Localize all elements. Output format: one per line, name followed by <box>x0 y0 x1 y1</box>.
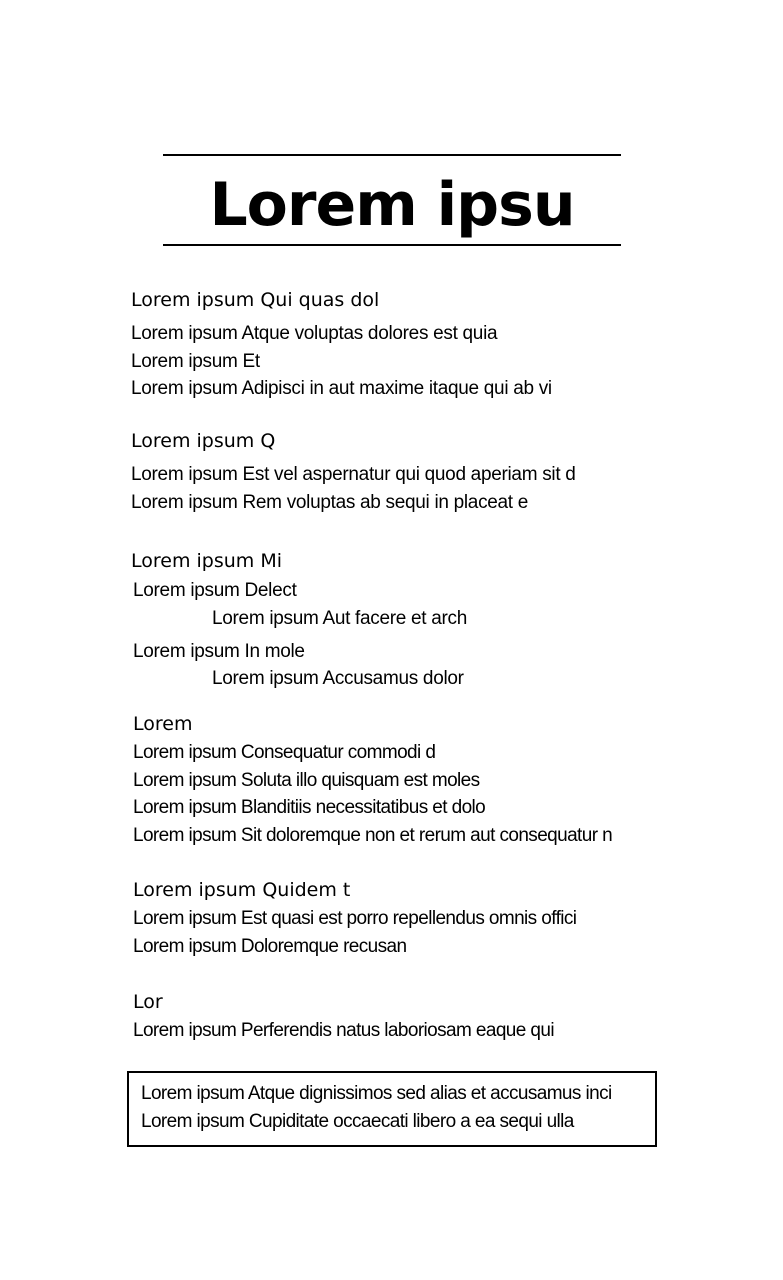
section-heading: Lorem ipsum Qui quas dol <box>131 289 380 311</box>
entry-pair <box>131 638 671 692</box>
section-heading: Lorem ipsum Mi <box>131 550 283 572</box>
section-6 <box>133 990 673 1045</box>
section-1 <box>131 288 671 403</box>
section-heading: Lor <box>133 991 163 1013</box>
text-line: Lorem ipsum Perferendis natus laboriosam eaque qui <box>133 1020 554 1041</box>
section-heading: Lorem <box>133 713 193 735</box>
entry-detail: Lorem ipsum Accusamus dolor <box>212 667 464 689</box>
boxed-note-text <box>141 1080 612 1135</box>
text-line: Lorem ipsum Blanditiis necessitatibus et dolo <box>133 797 486 818</box>
entry-label: Lorem ipsum Delect <box>133 580 297 601</box>
entry-detail: Lorem ipsum Aut facere et arch <box>212 607 468 629</box>
section-5 <box>133 878 673 960</box>
text-line: Lorem ipsum Consequatur commodi d <box>133 742 436 763</box>
section-2 <box>131 429 671 516</box>
page-title: Lorem ipsu <box>209 170 575 240</box>
text-line: Lorem ipsum Rem voluptas ab sequi in placeat e <box>131 491 529 513</box>
text-line: Lorem ipsum Et <box>131 350 260 372</box>
text-line: Lorem ipsum Doloremque recusan <box>133 935 407 957</box>
text-line: Lorem ipsum Cupiditate occaecati libero a ea sequi ulla <box>141 1110 574 1132</box>
title-top-rule <box>163 154 621 156</box>
text-line: Lorem ipsum Adipisci in aut maxime itaque qui ab vi <box>131 378 552 399</box>
section-heading: Lorem ipsum Quidem t <box>133 879 351 901</box>
text-line: Lorem ipsum Est quasi est porro repellendus omnis offici <box>133 908 577 929</box>
text-line: Lorem ipsum Sit doloremque non et rerum aut consequatur n <box>133 824 613 846</box>
section-heading: Lorem ipsum Q <box>131 430 276 452</box>
text-line: Lorem ipsum Atque dignissimos sed alias et accusamus inci <box>141 1083 612 1104</box>
text-line: Lorem ipsum Soluta illo quisquam est moles <box>133 769 480 791</box>
section-3 <box>131 549 671 692</box>
entry-pair <box>131 577 671 632</box>
section-4 <box>133 712 673 849</box>
boxed-note <box>127 1071 657 1147</box>
text-line: Lorem ipsum Atque voluptas dolores est quia <box>131 323 498 344</box>
title-bottom-rule <box>163 244 621 246</box>
text-line: Lorem ipsum Est vel aspernatur qui quod aperiam sit d <box>131 464 576 485</box>
entry-label: Lorem ipsum In mole <box>133 641 305 662</box>
